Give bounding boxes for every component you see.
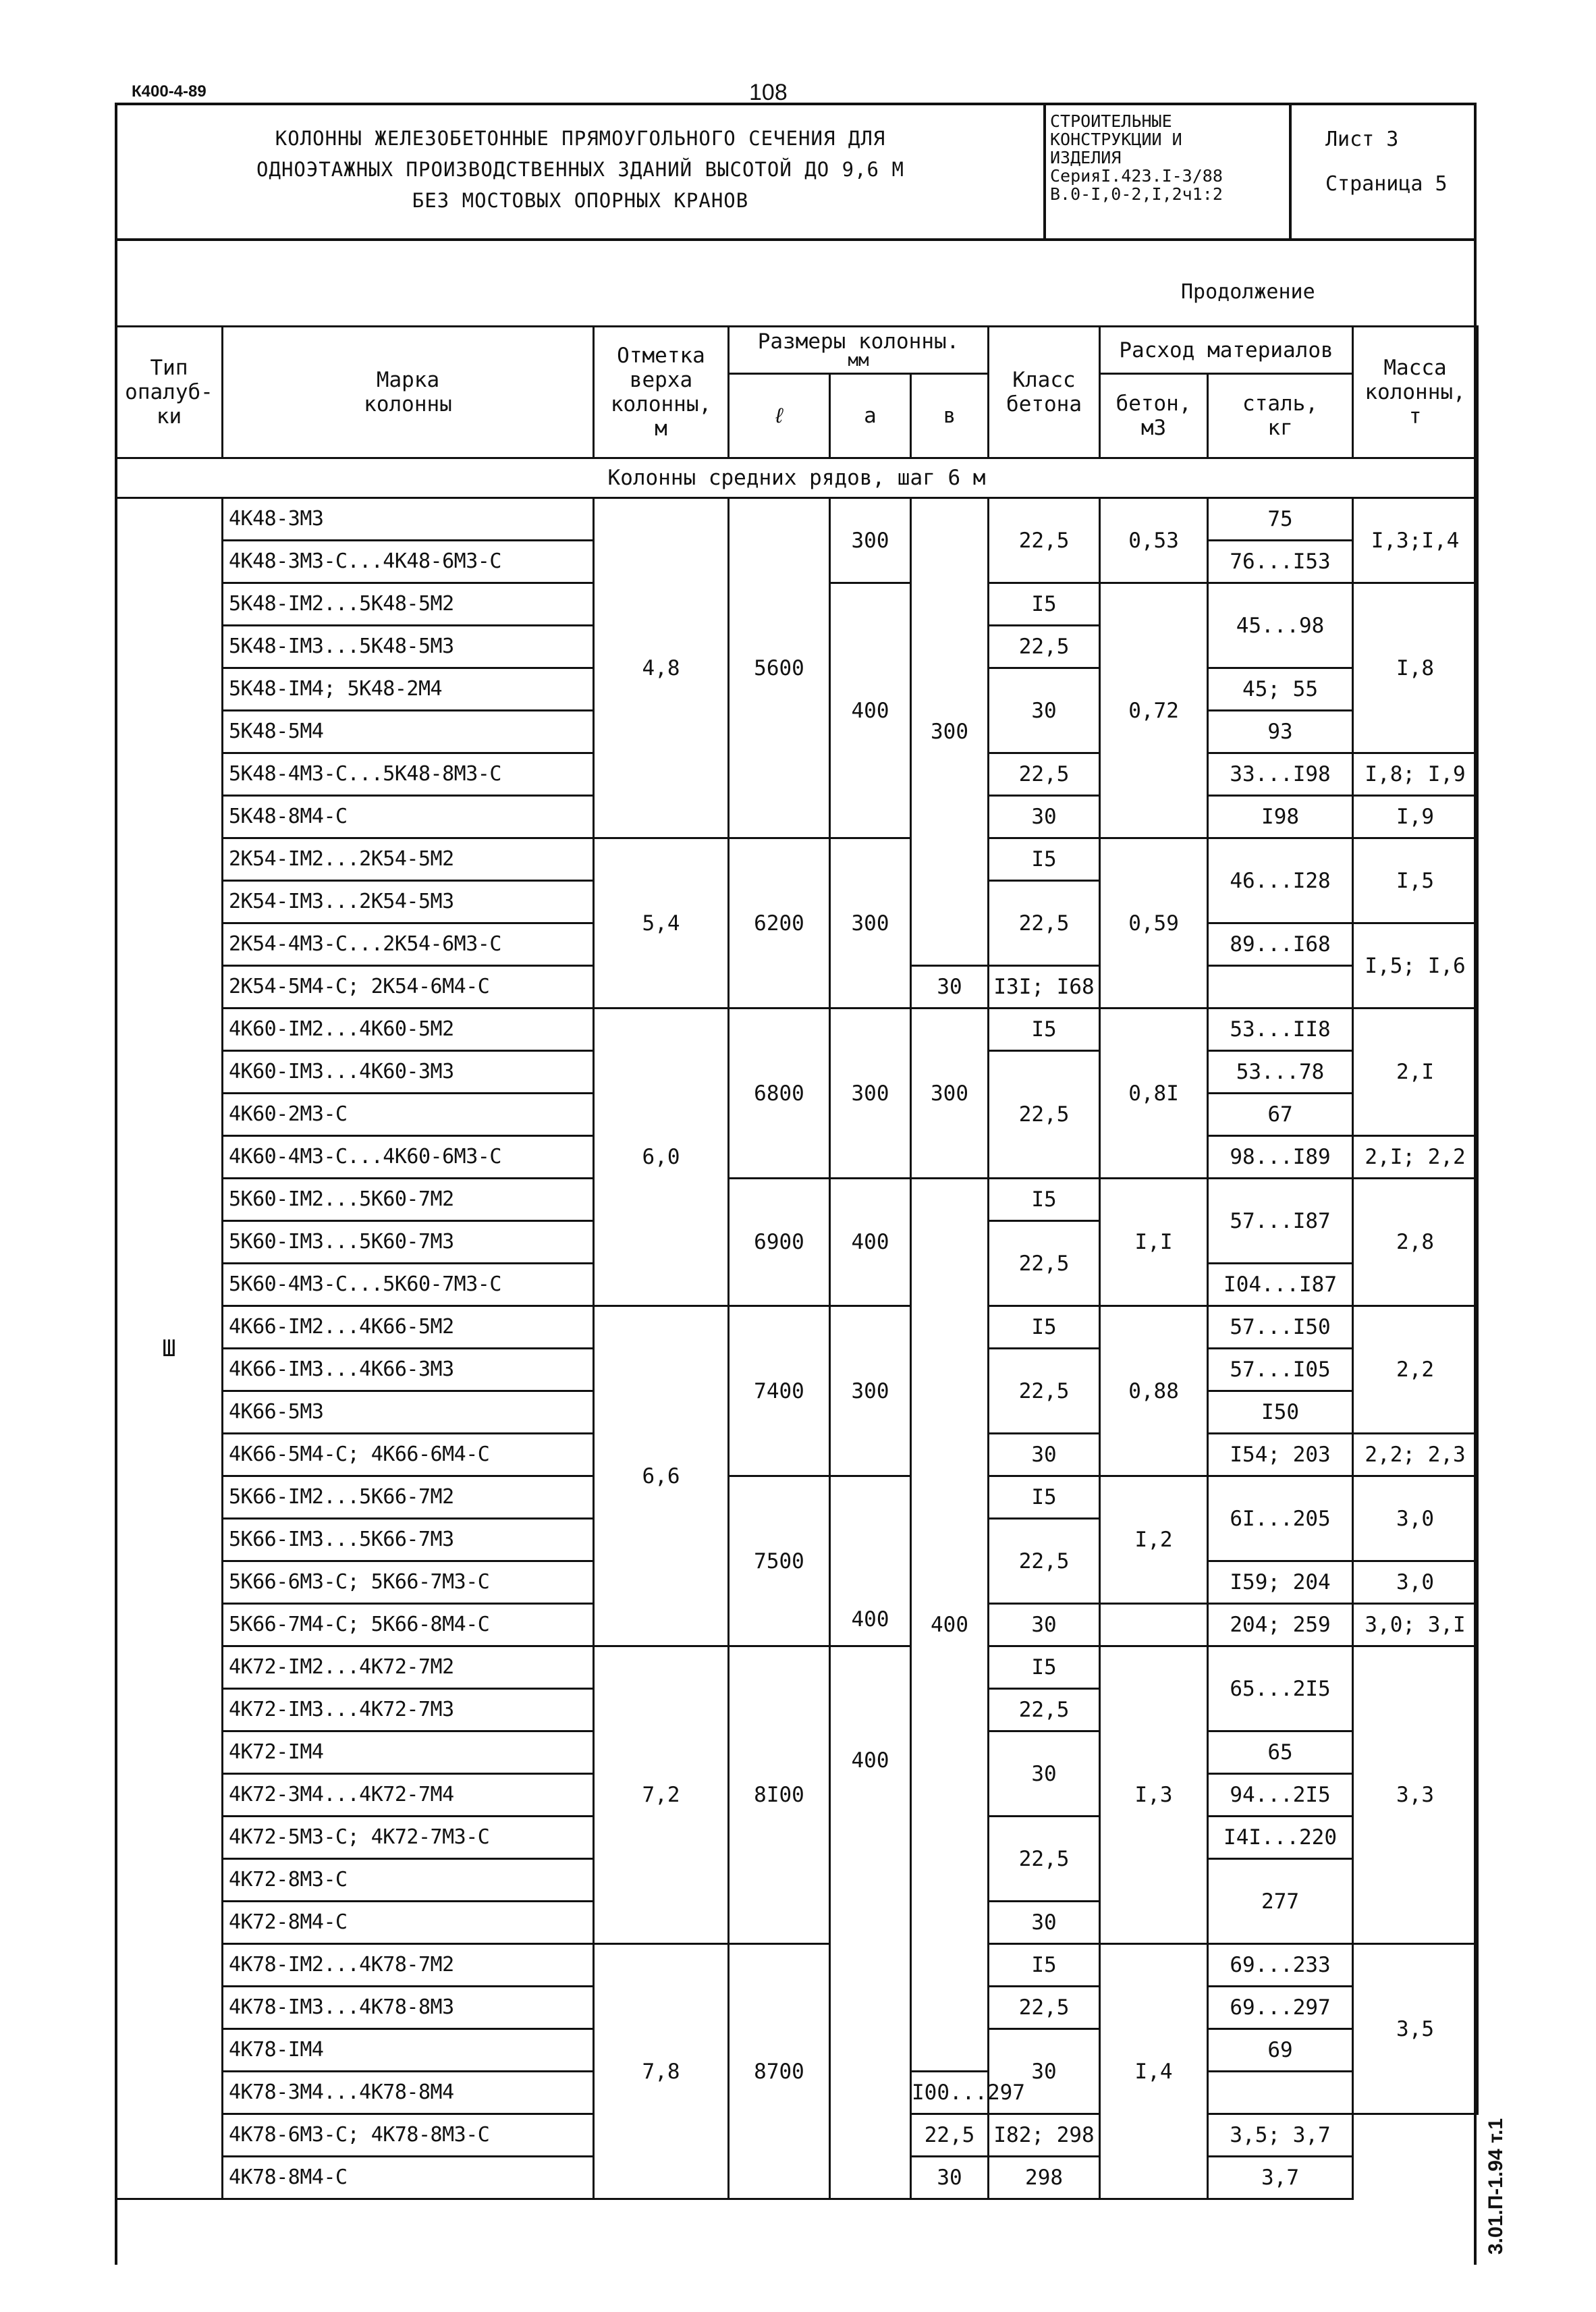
top-elevation: 4,8 bbox=[594, 498, 729, 838]
table-row-mark: 5К48-IМ2...5К48-5М2 bbox=[223, 583, 594, 626]
document-code: К400-4-89 bbox=[132, 82, 207, 101]
concrete-volume: 0,8I bbox=[1100, 1009, 1208, 1179]
concrete-class: 22,5 bbox=[989, 1221, 1100, 1306]
header-mass: Масса колонны, т bbox=[1353, 327, 1478, 458]
table-row-mark: 4К72-IМ2...4К72-7М2 bbox=[223, 1646, 594, 1689]
section-title: Колонны средних рядов, шаг 6 м bbox=[116, 458, 1478, 498]
b-value: 400 bbox=[911, 1179, 989, 2072]
concrete-volume: 0,72 bbox=[1100, 583, 1208, 838]
steel-value: I59; 204 bbox=[1208, 1561, 1353, 1604]
top-elevation: 7,8 bbox=[594, 1944, 729, 2199]
table-row-mark: 4К72-5М3-С; 4К72-7М3-С bbox=[223, 1817, 594, 1859]
mass-value: 2,2 bbox=[1353, 1306, 1478, 1434]
concrete-class: I5 bbox=[989, 1646, 1100, 1689]
table-row-mark: 4К72-8М3-С bbox=[223, 1859, 594, 1902]
steel-value: 65 bbox=[1208, 1731, 1353, 1774]
concrete-class: 22,5 bbox=[989, 1987, 1100, 2029]
concrete-class: 22,5 bbox=[989, 626, 1100, 668]
table-row-mark: 5К48-IМ3...5К48-5М3 bbox=[223, 626, 594, 668]
mass-value: 3,0 bbox=[1353, 1561, 1478, 1604]
mass-value: 2,I bbox=[1353, 1009, 1478, 1136]
concrete-class: 22,5 bbox=[989, 1349, 1100, 1434]
steel-value: I98 bbox=[1208, 796, 1353, 838]
steel-value: 204; 259 bbox=[1208, 1604, 1353, 1646]
concrete-class: I5 bbox=[989, 1944, 1100, 1987]
mass-value: 3,0 bbox=[1353, 1476, 1478, 1561]
title-block bbox=[115, 103, 1477, 241]
header-top-elevation: Отметка верха колонны, м bbox=[594, 327, 729, 458]
steel-value: 45...98 bbox=[1208, 583, 1353, 668]
top-elevation: 7,2 bbox=[594, 1646, 729, 1944]
header-formwork-type: Тип опалуб- ки bbox=[116, 327, 223, 458]
steel-value: 65...2I5 bbox=[1208, 1646, 1353, 1731]
columns-table bbox=[115, 325, 1479, 2200]
steel-value: 45; 55 bbox=[1208, 668, 1353, 711]
mass-value: I,8; I,9 bbox=[1353, 753, 1478, 796]
steel-value: 69...233 bbox=[1208, 1944, 1353, 1987]
continuation-label: Продолжение bbox=[1181, 280, 1315, 304]
steel-value: 53...78 bbox=[1208, 1051, 1353, 1094]
title-line: КОЛОННЫ ЖЕЛЕЗОБЕТОННЫЕ ПРЯМОУГОЛЬНОГО СЕЧЕНИЯ ДЛЯ bbox=[275, 127, 886, 150]
table-row-mark: 4К72-IМ3...4К72-7М3 bbox=[223, 1689, 594, 1731]
steel-value: I00...297 bbox=[911, 2072, 989, 2114]
length-value: 8I00 bbox=[729, 1646, 830, 1944]
concrete-volume: I,I bbox=[1100, 1179, 1208, 1306]
top-elevation: 5,4 bbox=[594, 838, 729, 1009]
concrete-volume bbox=[1100, 1604, 1208, 1646]
table-row-mark: 4К48-3М3-С...4К48-6М3-С bbox=[223, 541, 594, 583]
series-line: СТРОИТЕЛЬНЫЕ bbox=[1050, 111, 1172, 131]
mass-value: 2,2; 2,3 bbox=[1353, 1434, 1478, 1476]
series-info bbox=[1050, 112, 1288, 203]
concrete-class: 22,5 bbox=[989, 1689, 1100, 1731]
concrete-class: I5 bbox=[989, 838, 1100, 881]
table-row-mark: 4К72-3М4...4К72-7М4 bbox=[223, 1774, 594, 1817]
table-row-mark: 4К66-IМ3...4К66-3М3 bbox=[223, 1349, 594, 1391]
table-row-mark: 4К60-4М3-С...4К60-6М3-С bbox=[223, 1136, 594, 1179]
header-b: в bbox=[911, 374, 989, 458]
concrete-volume: 0,53 bbox=[1100, 498, 1208, 583]
table-row-mark: 5К48-IМ4; 5К48-2М4 bbox=[223, 668, 594, 711]
concrete-volume: I,3 bbox=[1100, 1646, 1208, 1944]
page-number: 108 bbox=[749, 80, 788, 105]
length-value: 8700 bbox=[729, 1944, 830, 2199]
table-row-mark: 4К78-8М4-С bbox=[223, 2157, 594, 2199]
steel-value: I82; 298 bbox=[989, 2114, 1100, 2157]
table-row-mark: 5К66-6М3-С; 5К66-7М3-С bbox=[223, 1561, 594, 1604]
concrete-volume: I,2 bbox=[1100, 1476, 1208, 1604]
concrete-volume: 0,59 bbox=[1100, 838, 1208, 1009]
concrete-volume: I,4 bbox=[1100, 1944, 1208, 2199]
table-row-mark: 5К48-8М4-С bbox=[223, 796, 594, 838]
top-elevation: 6,6 bbox=[594, 1306, 729, 1646]
steel-value: I3I; I68 bbox=[989, 966, 1100, 1009]
table-row-mark: 4К78-IМ4 bbox=[223, 2029, 594, 2072]
concrete-class: 30 bbox=[989, 1731, 1100, 1817]
length-value: 6800 bbox=[729, 1009, 830, 1179]
steel-value: 6I...205 bbox=[1208, 1476, 1353, 1561]
steel-value: 69 bbox=[1208, 2029, 1353, 2072]
length-value: 7400 bbox=[729, 1306, 830, 1476]
a-value: 400 bbox=[830, 583, 911, 838]
length-value: 7500 bbox=[729, 1476, 830, 1646]
concrete-class: I5 bbox=[989, 1179, 1100, 1221]
concrete-class: 22,5 bbox=[989, 1051, 1100, 1179]
table-row-mark: 4К60-IМ2...4К60-5М2 bbox=[223, 1009, 594, 1051]
b-value: 300 bbox=[911, 498, 989, 966]
table-row-mark: 4К72-8М4-С bbox=[223, 1902, 594, 1944]
mass-value: I,9 bbox=[1353, 796, 1478, 838]
table-row-mark: 4К66-5М3 bbox=[223, 1391, 594, 1434]
a-value: 300 bbox=[830, 498, 911, 583]
concrete-class: 30 bbox=[911, 2157, 989, 2199]
mass-value: 3,5 bbox=[1353, 1944, 1478, 2114]
mass-value: I,5 bbox=[1353, 838, 1478, 923]
table-row-mark: 2К54-4М3-С...2К54-6М3-С bbox=[223, 923, 594, 966]
a-value: 300 bbox=[830, 838, 911, 1009]
table-row-mark: 2К54-5М4-С; 2К54-6М4-С bbox=[223, 966, 594, 1009]
steel-value: 93 bbox=[1208, 711, 1353, 753]
table-row-mark: 2К54-IМ3...2К54-5М3 bbox=[223, 881, 594, 923]
header-mark: Марка колонны bbox=[223, 327, 594, 458]
steel-value: 277 bbox=[1208, 1859, 1353, 1944]
steel-value: 46...I28 bbox=[1208, 838, 1353, 923]
concrete-class: I5 bbox=[989, 1009, 1100, 1051]
a-value: 300 bbox=[830, 1009, 911, 1179]
length-value: 6200 bbox=[729, 838, 830, 1009]
steel-value: 75 bbox=[1208, 498, 1353, 541]
formwork-type-value: Ш bbox=[116, 498, 223, 2199]
mass-value: 3,5; 3,7 bbox=[1208, 2114, 1353, 2157]
title-line: ОДНОЭТАЖНЫХ ПРОИЗВОДСТВЕННЫХ ЗДАНИЙ ВЫСОТОЙ ДО 9,6 М bbox=[256, 158, 904, 181]
side-document-code: 3.01.П-1.94 т.1 bbox=[1485, 2118, 1507, 2255]
length-value: 6900 bbox=[729, 1179, 830, 1306]
steel-value: 33...I98 bbox=[1208, 753, 1353, 796]
sheet-number: Лист 3 bbox=[1325, 128, 1399, 151]
concrete-class: 22,5 bbox=[989, 881, 1100, 966]
table-row-mark: 5К66-IМ2...5К66-7М2 bbox=[223, 1476, 594, 1519]
table-row-mark: 5К66-IМ3...5К66-7М3 bbox=[223, 1519, 594, 1561]
header-materials: Расход материалов bbox=[1100, 327, 1353, 374]
table-row-mark: 5К48-4М3-С...5К48-8М3-С bbox=[223, 753, 594, 796]
steel-value: I50 bbox=[1208, 1391, 1353, 1434]
steel-value: I54; 203 bbox=[1208, 1434, 1353, 1476]
table-row-mark: 5К60-4М3-С...5К60-7М3-С bbox=[223, 1264, 594, 1306]
document-title bbox=[117, 123, 1043, 216]
a-value: 400 bbox=[830, 1476, 911, 1646]
table-row-mark: 5К60-IМ3...5К60-7М3 bbox=[223, 1221, 594, 1264]
header-length: ℓ bbox=[729, 374, 830, 458]
table-row-mark: 4К72-IМ4 bbox=[223, 1731, 594, 1774]
concrete-class: 30 bbox=[989, 1434, 1100, 1476]
series-line: КОНСТРУКЦИИ И bbox=[1050, 130, 1182, 149]
table-row-mark: 4К48-3М3 bbox=[223, 498, 594, 541]
header-concrete-class: Класс бетона bbox=[989, 327, 1100, 458]
steel-value: 57...I87 bbox=[1208, 1179, 1353, 1264]
mass-value: 3,0; 3,I bbox=[1353, 1604, 1478, 1646]
table-row-mark: 4К60-IМ3...4К60-3М3 bbox=[223, 1051, 594, 1094]
length-value: 5600 bbox=[729, 498, 830, 838]
table-row-mark: 4К66-IМ2...4К66-5М2 bbox=[223, 1306, 594, 1349]
table-row-mark: 5К48-5М4 bbox=[223, 711, 594, 753]
table-row-mark: 5К60-IМ2...5К60-7М2 bbox=[223, 1179, 594, 1221]
series-line: СерияI.423.I-3/88 bbox=[1050, 166, 1223, 186]
concrete-class: I5 bbox=[989, 1306, 1100, 1349]
mass-value: I,5; I,6 bbox=[1353, 923, 1478, 1009]
mass-value: 2,I; 2,2 bbox=[1353, 1136, 1478, 1179]
concrete-class: 30 bbox=[989, 1902, 1100, 1944]
concrete-class: 22,5 bbox=[989, 753, 1100, 796]
steel-value: 94...2I5 bbox=[1208, 1774, 1353, 1817]
steel-value: 98...I89 bbox=[1208, 1136, 1353, 1179]
steel-value: 89...I68 bbox=[1208, 923, 1353, 966]
steel-value: 53...II8 bbox=[1208, 1009, 1353, 1051]
b-value: 300 bbox=[911, 1009, 989, 1179]
mass-value: 2,8 bbox=[1353, 1179, 1478, 1306]
table-row-mark: 4К78-IМ2...4К78-7М2 bbox=[223, 1944, 594, 1987]
table-row-mark: 4К78-IМ3...4К78-8М3 bbox=[223, 1987, 594, 2029]
steel-value: 69...297 bbox=[1208, 1987, 1353, 2029]
series-line: В.0-I,0-2,I,2ч1:2 bbox=[1050, 184, 1223, 204]
steel-value: 67 bbox=[1208, 1094, 1353, 1136]
mass-value: I,3;I,4 bbox=[1353, 498, 1478, 583]
a-value: 400 bbox=[830, 1179, 911, 1306]
concrete-class: 30 bbox=[911, 966, 989, 1009]
concrete-class: 22,5 bbox=[911, 2114, 989, 2157]
concrete-class: 22,5 bbox=[989, 1519, 1100, 1604]
table-row-mark: 4К78-6М3-С; 4К78-8М3-С bbox=[223, 2114, 594, 2157]
table-row-mark: 2К54-IМ2...2К54-5М2 bbox=[223, 838, 594, 881]
steel-value: 298 bbox=[989, 2157, 1100, 2199]
mass-value: I,8 bbox=[1353, 583, 1478, 753]
steel-value: I04...I87 bbox=[1208, 1264, 1353, 1306]
a-value: 300 bbox=[830, 1306, 911, 1476]
concrete-class: 22,5 bbox=[989, 1817, 1100, 1902]
concrete-class: 30 bbox=[989, 2029, 1100, 2114]
concrete-class: 30 bbox=[989, 796, 1100, 838]
concrete-class: 22,5 bbox=[989, 498, 1100, 583]
steel-value: 76...I53 bbox=[1208, 541, 1353, 583]
concrete-class: 30 bbox=[989, 668, 1100, 753]
concrete-volume: 0,88 bbox=[1100, 1306, 1208, 1476]
header-a: а bbox=[830, 374, 911, 458]
sheet-page: Страница 5 bbox=[1325, 172, 1448, 196]
mass-value: 3,3 bbox=[1353, 1646, 1478, 1944]
sheet-info bbox=[1305, 117, 1494, 207]
title-line: БЕЗ МОСТОВЫХ ОПОРНЫХ КРАНОВ bbox=[412, 189, 749, 212]
header-steel: сталь, кг bbox=[1208, 374, 1353, 458]
steel-value: 57...I50 bbox=[1208, 1306, 1353, 1349]
steel-value: 57...I05 bbox=[1208, 1349, 1353, 1391]
steel-value: I4I...220 bbox=[1208, 1817, 1353, 1859]
concrete-class: I5 bbox=[989, 1476, 1100, 1519]
series-line: ИЗДЕЛИЯ bbox=[1050, 148, 1122, 167]
table-row-mark: 4К60-2М3-С bbox=[223, 1094, 594, 1136]
concrete-class: I5 bbox=[989, 583, 1100, 626]
table-row-mark: 4К66-5М4-С; 4К66-6М4-С bbox=[223, 1434, 594, 1476]
top-elevation: 6,0 bbox=[594, 1009, 729, 1306]
header-concrete-volume: бетон, м3 bbox=[1100, 374, 1208, 458]
table-row-mark: 5К66-7М4-С; 5К66-8М4-С bbox=[223, 1604, 594, 1646]
concrete-class: 30 bbox=[989, 1604, 1100, 1646]
mass-value: 3,7 bbox=[1208, 2157, 1353, 2199]
a-value: 400 bbox=[830, 1646, 911, 2199]
table-row-mark: 4К78-3М4...4К78-8М4 bbox=[223, 2072, 594, 2114]
header-sizes: Размеры колонны. мм bbox=[729, 327, 989, 374]
